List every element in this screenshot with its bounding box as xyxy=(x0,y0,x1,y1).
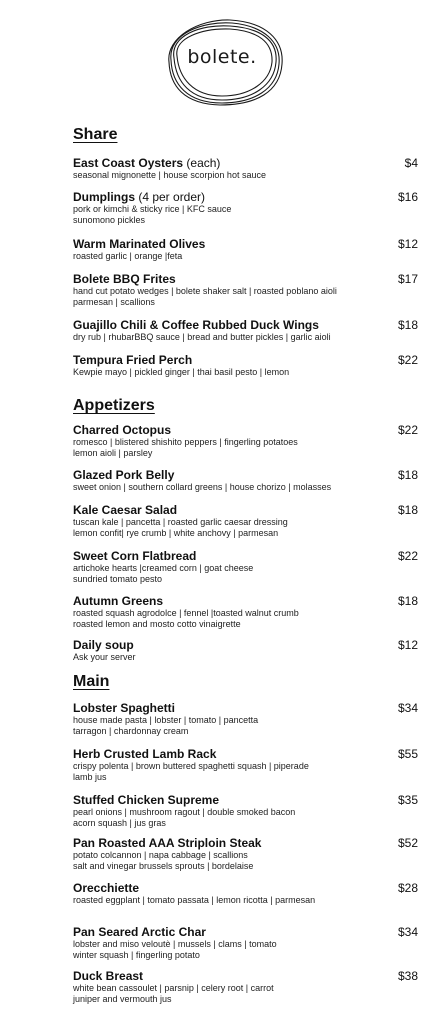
item-name xyxy=(73,503,418,517)
item-title: Pan Seared Arctic Char xyxy=(73,925,206,939)
item-description: sundried tomato pesto xyxy=(73,574,163,584)
item-title: Dumplings xyxy=(73,190,135,204)
item-name xyxy=(73,881,418,895)
item-description: house made pasta | lobster | tomato | pancetta xyxy=(73,715,259,725)
item-price: $17 xyxy=(397,272,418,286)
item-description: sunomono pickles xyxy=(73,215,146,225)
menu-item xyxy=(73,423,418,459)
section-title-share: Share xyxy=(73,126,118,143)
item-title: Guajillo Chili & Coffee Rubbed Duck Wings xyxy=(73,318,319,332)
menu-item xyxy=(73,318,418,343)
menu-item xyxy=(73,925,418,961)
item-price: $18 xyxy=(397,503,418,517)
item-price: $28 xyxy=(397,881,418,895)
item-name xyxy=(73,638,418,652)
item-price: $18 xyxy=(397,318,418,332)
item-name xyxy=(73,272,418,286)
item-name xyxy=(73,925,418,939)
item-description: roasted garlic | orange |feta xyxy=(73,251,183,261)
item-description: hand cut potato wedges | bolete shaker salt | roasted poblano aioli xyxy=(73,286,337,296)
item-price: $22 xyxy=(397,353,418,367)
item-price: $18 xyxy=(397,468,418,482)
item-price: $34 xyxy=(397,701,418,715)
item-title: Kale Caesar Salad xyxy=(73,503,178,517)
item-title: East Coast Oysters xyxy=(73,156,184,170)
item-title: Glazed Pork Belly xyxy=(73,468,175,482)
item-name xyxy=(73,237,418,251)
item-description: tarragon | chardonnay cream xyxy=(73,726,189,736)
item-note: (each) xyxy=(183,156,221,170)
item-price: $35 xyxy=(397,793,418,807)
item-description: lemon aioli | parsley xyxy=(73,448,153,458)
menu-item xyxy=(73,793,418,829)
item-description: salt and vinegar brussels sprouts | bordelaise xyxy=(73,861,254,871)
item-name xyxy=(73,969,418,983)
brand-wordmark: bolete. xyxy=(187,46,257,68)
item-description: winter squash | fingerling potato xyxy=(73,950,200,960)
menu-item xyxy=(73,638,418,663)
item-name xyxy=(73,594,418,608)
item-description: roasted squash agrodolce | fennel |toasted walnut crumb xyxy=(73,608,299,618)
item-price: $18 xyxy=(397,594,418,608)
item-description: pearl onions | mushroom ragout | double smoked bacon xyxy=(73,807,296,817)
item-name xyxy=(73,468,418,482)
item-name xyxy=(73,353,418,367)
item-title: Autumn Greens xyxy=(73,594,164,608)
menu-item xyxy=(73,237,418,262)
menu-item xyxy=(73,701,418,737)
item-description: potato colcannon | napa cabbage | scallions xyxy=(73,850,248,860)
item-title: Tempura Fried Perch xyxy=(73,353,193,367)
item-description: juniper and vermouth jus xyxy=(73,994,172,1004)
item-name xyxy=(73,423,418,437)
item-title: Sweet Corn Flatbread xyxy=(73,549,197,563)
item-price: $12 xyxy=(397,638,418,652)
menu-item xyxy=(73,156,418,181)
item-description: acorn squash | jus gras xyxy=(73,818,166,828)
item-price: $34 xyxy=(397,925,418,939)
menu-item xyxy=(73,836,418,872)
menu-item xyxy=(73,594,418,630)
item-description: Ask your server xyxy=(73,652,136,662)
item-description: tuscan kale | pancetta | roasted garlic caesar dressing xyxy=(73,517,288,527)
item-price: $22 xyxy=(397,423,418,437)
item-price: $22 xyxy=(397,549,418,563)
item-description: roasted lemon and mosto cotto vinaigrette xyxy=(73,619,241,629)
item-description: lamb jus xyxy=(73,772,107,782)
menu-item xyxy=(73,747,418,783)
menu-item xyxy=(73,190,418,226)
item-description: artichoke hearts |creamed corn | goat cheese xyxy=(73,563,254,573)
item-description: romesco | blistered shishito peppers | fingerling potatoes xyxy=(73,437,298,447)
item-note: (4 per order) xyxy=(135,190,206,204)
item-name xyxy=(73,793,418,807)
item-title: Herb Crusted Lamb Rack xyxy=(73,747,217,761)
item-price: $4 xyxy=(404,156,418,170)
item-description: parmesan | scallions xyxy=(73,297,155,307)
item-title: Duck Breast xyxy=(73,969,144,983)
item-price: $38 xyxy=(397,969,418,983)
item-name xyxy=(73,701,418,715)
item-description: white bean cassoulet | parsnip | celery root | carrot xyxy=(73,983,274,993)
item-description: lemon confit| rye crumb | white anchovy | parmesan xyxy=(73,528,279,538)
item-title: Stuffed Chicken Supreme xyxy=(73,793,220,807)
item-name xyxy=(73,156,418,170)
item-description: sweet onion | southern collard greens | house chorizo | molasses xyxy=(73,482,332,492)
item-title: Warm Marinated Olives xyxy=(73,237,206,251)
item-title: Lobster Spaghetti xyxy=(73,701,176,715)
section-title-main: Main xyxy=(73,673,110,690)
item-name xyxy=(73,190,418,204)
menu-item xyxy=(73,503,418,539)
item-title: Orecchiette xyxy=(73,881,140,895)
item-title: Daily soup xyxy=(73,638,134,652)
menu-item xyxy=(73,969,418,1005)
item-description: crispy polenta | brown buttered spaghetti squash | piperade xyxy=(73,761,309,771)
item-name xyxy=(73,318,418,332)
menu-item xyxy=(73,549,418,585)
item-description: dry rub | rhubarBBQ sauce | bread and butter pickles | garlic aioli xyxy=(73,332,331,342)
item-description: roasted eggplant | tomato passata | lemon ricotta | parmesan xyxy=(73,895,316,905)
item-name xyxy=(73,549,418,563)
item-title: Charred Octopus xyxy=(73,423,172,437)
item-price: $16 xyxy=(397,190,418,204)
item-description: Kewpie mayo | pickled ginger | thai basil pesto | lemon xyxy=(73,367,290,377)
section-title-appetizers: Appetizers xyxy=(73,397,155,414)
item-price: $55 xyxy=(397,747,418,761)
item-description: lobster and miso veloutè | mussels | clams | tomato xyxy=(73,939,277,949)
menu-item xyxy=(73,272,418,308)
item-price: $52 xyxy=(397,836,418,850)
item-description: pork or kimchi & sticky rice | KFC sauce xyxy=(73,204,232,214)
item-price: $12 xyxy=(397,237,418,251)
menu-item xyxy=(73,881,418,906)
item-title: Bolete BBQ Frites xyxy=(73,272,176,286)
item-title: Pan Roasted AAA Striploin Steak xyxy=(73,836,262,850)
menu-item xyxy=(73,468,418,493)
item-name xyxy=(73,836,418,850)
item-name xyxy=(73,747,418,761)
menu-item xyxy=(73,353,418,378)
item-description: seasonal mignonette | house scorpion hot sauce xyxy=(73,170,266,180)
